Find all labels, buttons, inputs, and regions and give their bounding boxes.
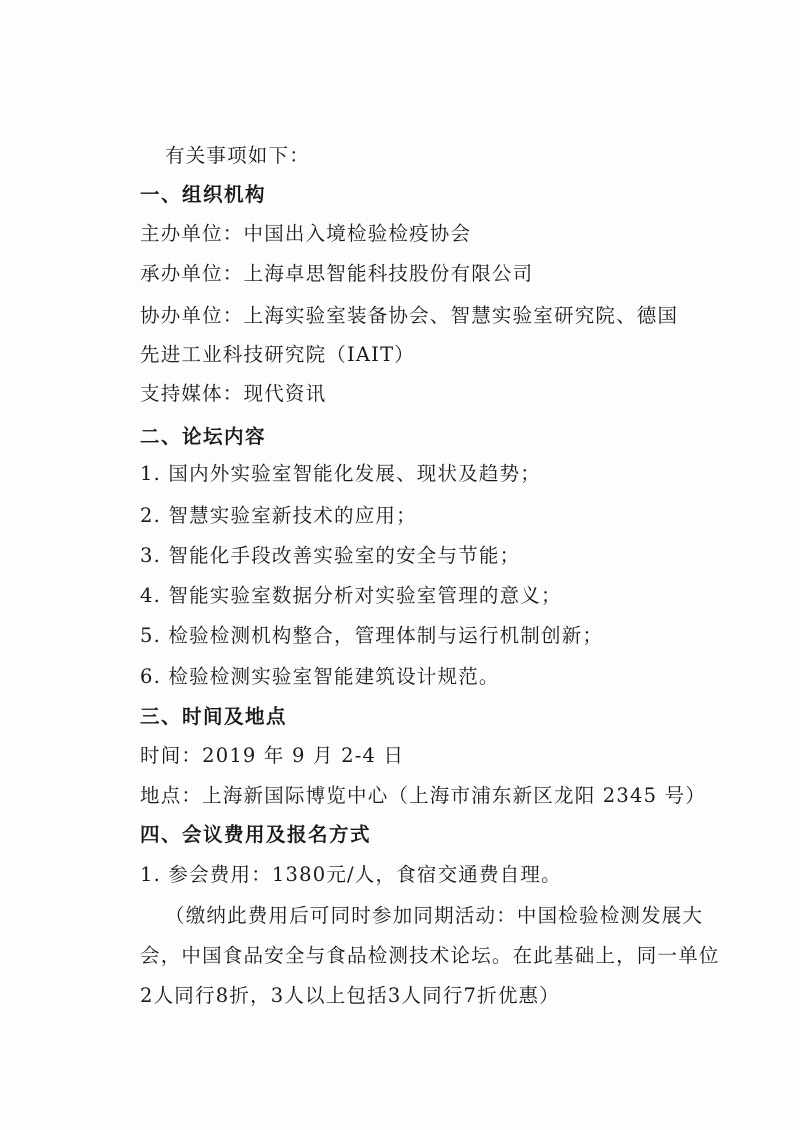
host-line: 主办单位：中国出入境检验检疫协会 <box>140 222 472 245</box>
content-item-5: 5. 检验检测机构整合，管理体制与运行机制创新； <box>140 624 604 647</box>
fee-note-line-1: （缴纳此费用后可同时参加同期活动：中国检验检测发展大 <box>165 904 704 927</box>
co-organizer-line-2: 先进工业科技研究院（IAIT） <box>140 343 415 366</box>
section-heading-content: 二、论坛内容 <box>140 425 267 448</box>
intro-text: 有关事项如下： <box>165 144 310 167</box>
section-heading-organization: 一、组织机构 <box>140 183 267 206</box>
media-line: 支持媒体：现代资讯 <box>140 382 327 405</box>
time-line: 时间：2019 年 9 月 2-4 日 <box>140 744 405 767</box>
content-item-4: 4. 智能实验室数据分析对实验室管理的意义； <box>140 584 562 607</box>
co-organizer-line-1: 协办单位：上海实验室装备协会、智慧实验室研究院、德国 <box>140 304 679 327</box>
fee-note-line-3: 2人同行8折，3人以上包括3人同行7折优惠） <box>140 984 560 1007</box>
fee-note-line-2: 会，中国食品安全与食品检测技术论坛。在此基础上，同一单位 <box>140 944 720 967</box>
organizer-line: 承办单位：上海卓思智能科技股份有限公司 <box>140 262 534 285</box>
place-line: 地点：上海新国际博览中心（上海市浦东新区龙阳 2345 号） <box>140 784 707 807</box>
content-item-6: 6. 检验检测实验室智能建筑设计规范。 <box>140 665 500 688</box>
section-heading-time-place: 三、时间及地点 <box>140 705 288 728</box>
content-item-1: 1. 国内外实验室智能化发展、现状及趋势； <box>140 462 542 485</box>
content-item-2: 2. 智慧实验室新技术的应用； <box>140 504 417 527</box>
fee-line: 1. 参会费用：1380元/人，食宿交通费自理。 <box>140 863 562 886</box>
content-item-3: 3. 智能化手段改善实验室的安全与节能； <box>140 544 521 567</box>
section-heading-fees: 四、会议费用及报名方式 <box>140 823 372 846</box>
